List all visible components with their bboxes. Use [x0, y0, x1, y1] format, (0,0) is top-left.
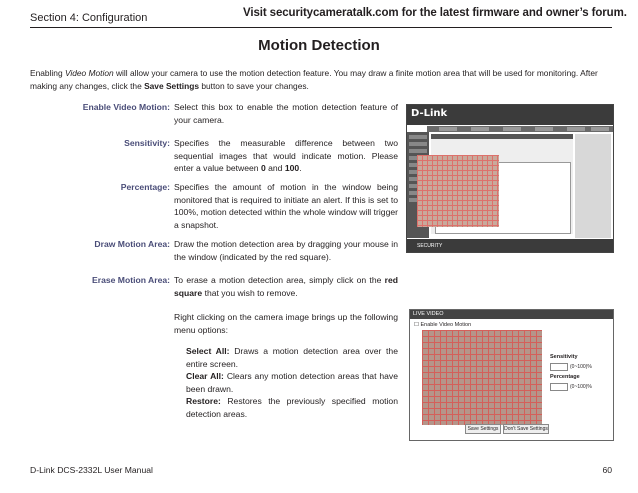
right-click-text: Right clicking on the camera image brings up the following menu options: — [174, 312, 398, 335]
def-enable-video-motion: Select this box to enable the motion detection feature of your camera. — [174, 102, 398, 125]
percentage-input — [550, 383, 568, 391]
term-percentage: Percentage: — [120, 182, 170, 192]
screenshot-header — [407, 105, 613, 125]
percentage-range: (0~100)% — [570, 384, 592, 390]
page-number: 60 — [602, 465, 612, 475]
sensitivity-range: (0~100)% — [570, 364, 592, 370]
live-video-header: LIVE VIDEO — [410, 310, 613, 319]
option-clear-all: Clear All: Clears any motion detection areas that have been drawn. — [186, 371, 398, 394]
footer-manual: D-Link DCS-2332L User Manual — [30, 465, 153, 475]
page-title: Motion Detection — [258, 37, 380, 54]
option-restore: Restore: Restores the previously specified motion detection areas. — [186, 396, 398, 419]
term-draw-motion-area: Draw Motion Area: — [94, 239, 170, 249]
def-percentage: Specifies the amount of motion in the window being monitored that is required to initiate an alert. If this is set to 100%, motion detected within the whole window will trigger a snapshot. — [174, 182, 398, 230]
dlink-logo: D-Link — [411, 108, 448, 119]
setup-page-screenshot — [406, 104, 614, 253]
motion-grid — [422, 330, 542, 425]
term-erase-motion-area: Erase Motion Area: — [92, 275, 170, 285]
screenshot-footer: SECURITY — [407, 239, 613, 252]
save-settings-button: Save Settings — [465, 424, 501, 434]
def-sensitivity: Specifies the measurable difference between two sequential images that would indicate motion. Please enter a value between 0 and 100. — [174, 138, 398, 173]
term-enable-video-motion: Enable Video Motion: — [82, 102, 170, 112]
sensitivity-label: Sensitivity — [550, 354, 578, 360]
screenshot-help-panel — [575, 134, 611, 238]
def-draw-motion-area: Draw the motion detection area by dragging your mouse in the window (indicated by the red square). — [174, 239, 398, 262]
intro-paragraph: Enabling Video Motion will allow your camera to use the motion detection feature. You may draw a finite motion area that will be used for monitoring. After making any changes, click the Save Settings button to save your changes. — [30, 68, 598, 91]
dont-save-settings-button: Don't Save Settings — [504, 426, 548, 432]
header-rule — [30, 27, 612, 28]
sensitivity-input — [550, 363, 568, 371]
term-sensitivity: Sensitivity: — [124, 138, 170, 148]
option-select-all: Select All: Draws a motion detection area over the entire screen. — [186, 346, 398, 369]
enable-video-motion-checkbox: ☐ Enable Video Motion — [414, 322, 472, 328]
live-video-screenshot — [409, 309, 614, 441]
firmware-banner: Visit securitycameratalk.com for the latest firmware and owner’s forum. — [243, 7, 627, 19]
screenshot-tabs — [427, 126, 613, 132]
section-header: Section 4: Configuration — [30, 12, 148, 24]
motion-grid — [417, 155, 499, 227]
def-erase-motion-area: To erase a motion detection area, simply click on the red square that you wish to remove. — [174, 275, 398, 298]
percentage-label: Percentage — [550, 374, 580, 380]
